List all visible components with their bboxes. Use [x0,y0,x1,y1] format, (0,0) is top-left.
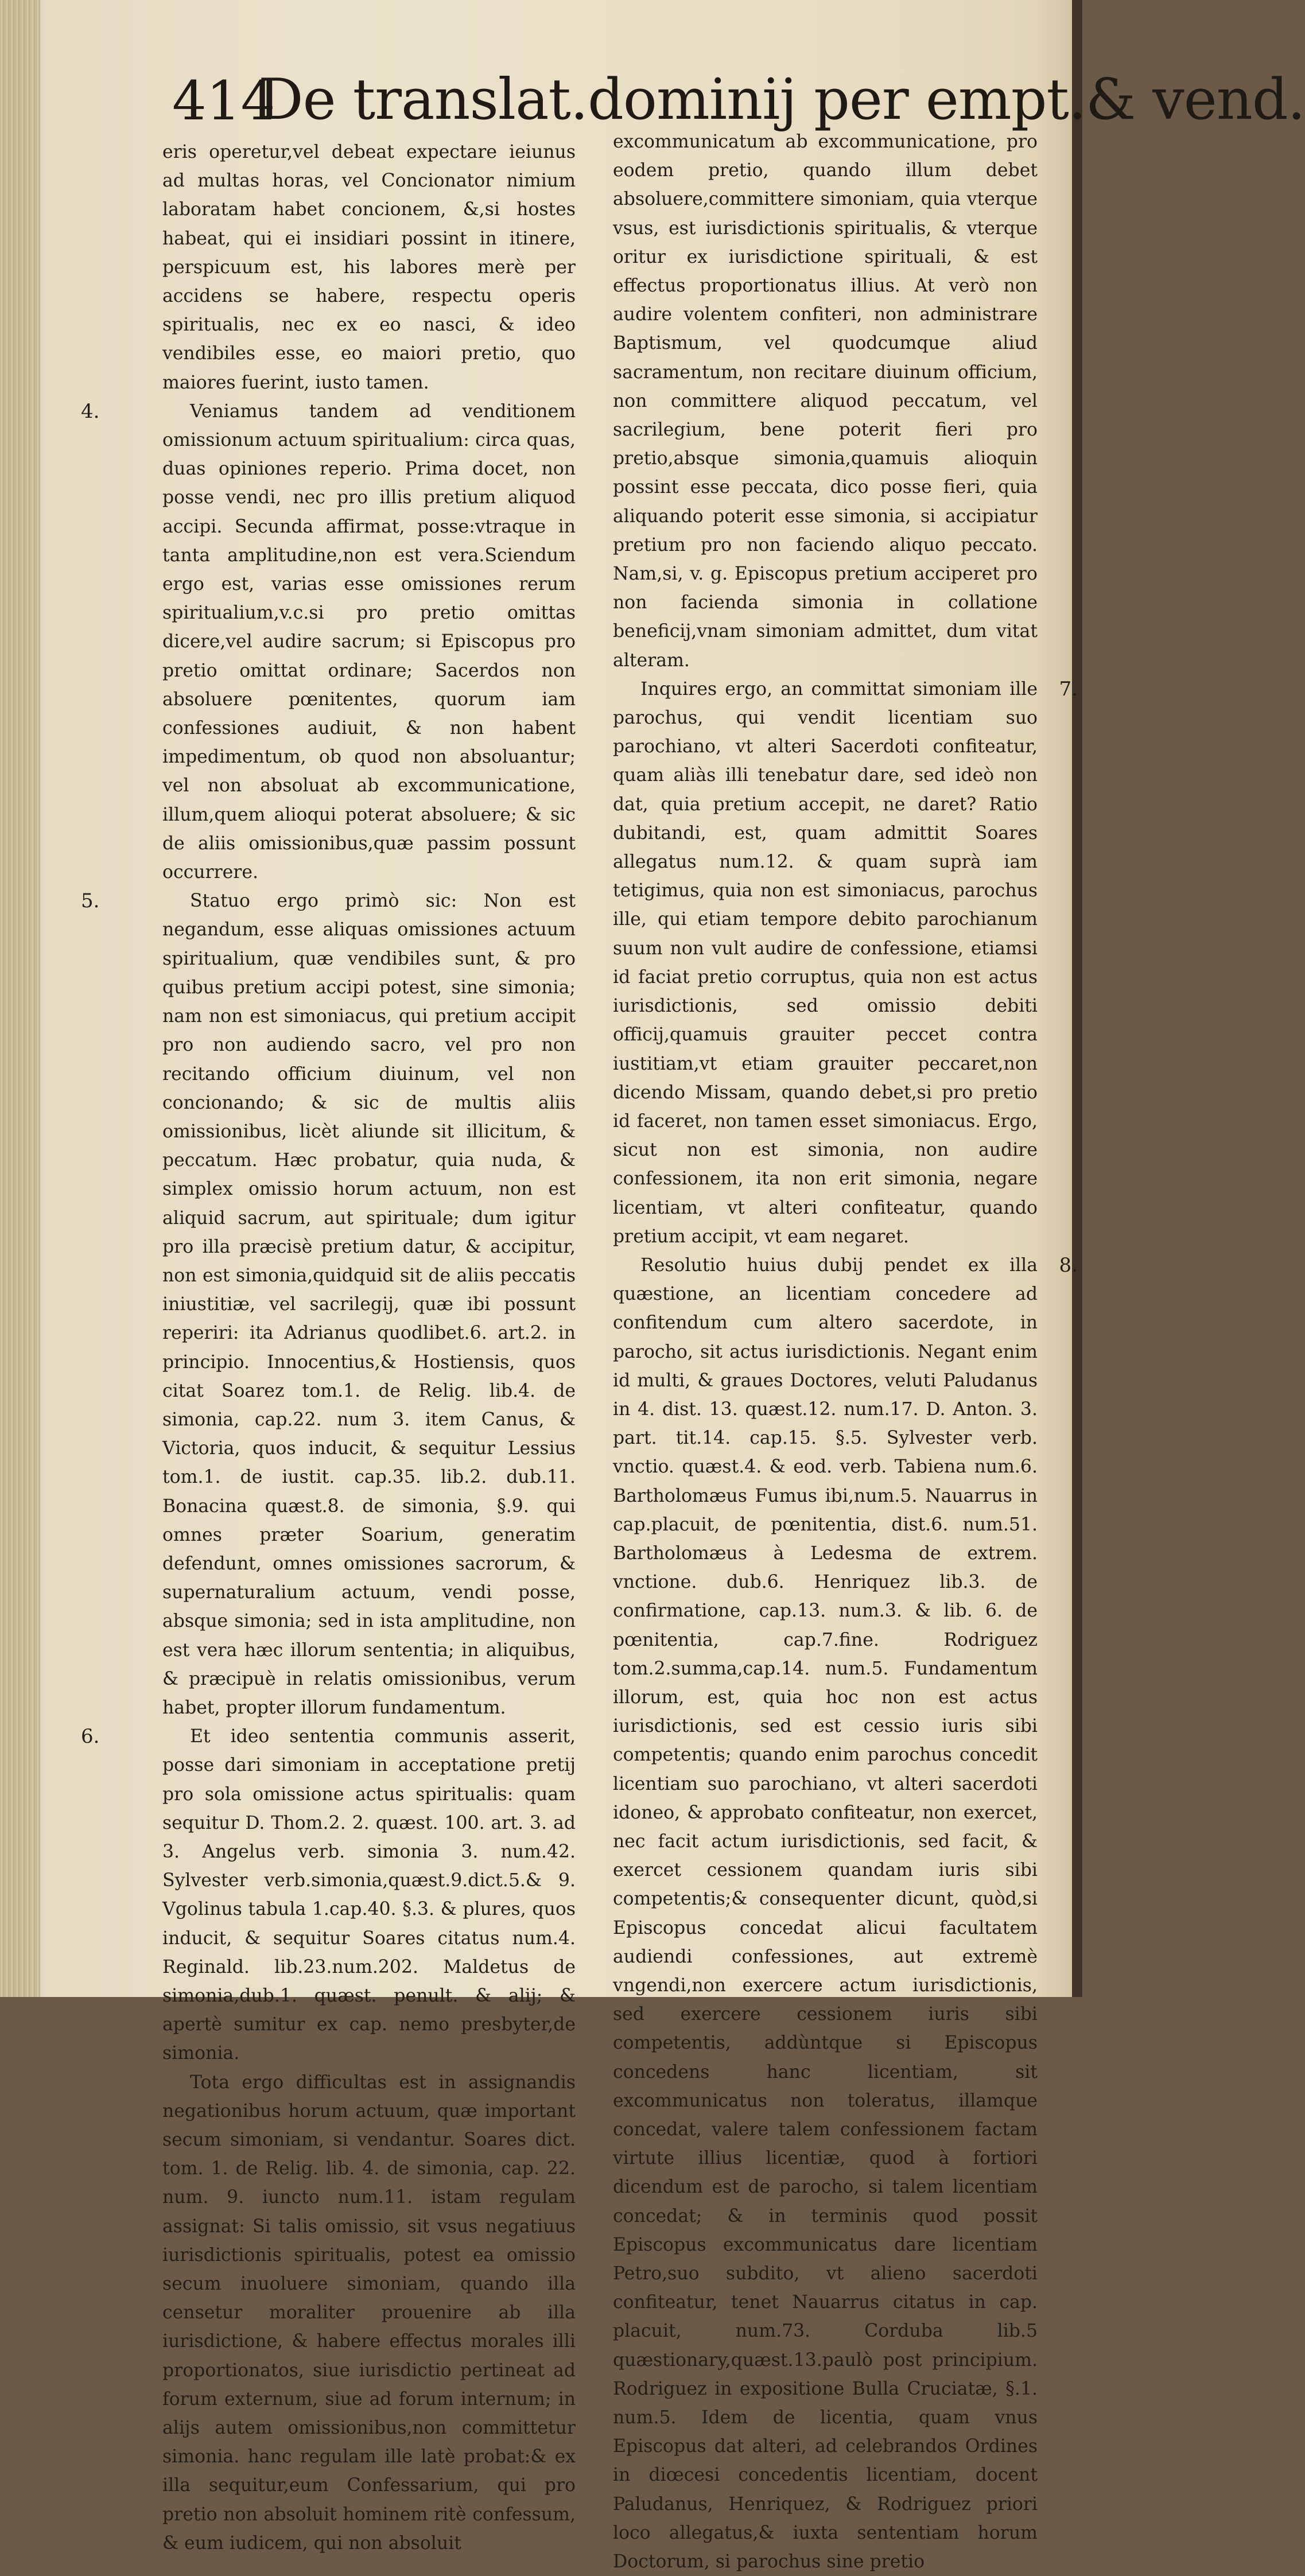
paragraph-text: excommunicatum ab excommunicatione, pro eodem pretio, quando illum debet absoluere,committere simoniam, quia vterque vsus, est iurisdictionis spiritualis, & vterque oritur ex iurisdictione spirituali, & est effectus proportionatus illius. At verò non audire volentem confiteri, non administrare Baptismum, vel quodcumque aliud sacramentum, non recitare diuinum officium, non committere aliquod peccatum, vel sacrilegium, bene poterit fieri pro pretio,absque simonia,quamuis alioquin possint esse peccata, dico posse fieri, quia aliquando poterit esse simonia, si accipiatur pretium pro non faciendo aliquo peccato. Nam,si, v. g. Episcopus pretium acciperet pro non facienda simonia in collatione beneficij,vnam simoniam admittet, dum vitat alteram. [613,131,1038,671]
running-title: De translat.dominij per empt.& vend. [258,67,1305,133]
left-column [81,138,576,2558]
paragraph [613,1251,1078,2576]
section-number: 6. [81,1725,100,1749]
section-number: 4. [81,399,100,423]
section-number: 7. [1059,677,1078,701]
page-number: 414 [172,70,275,133]
scan-border [1072,0,1082,1997]
paragraph-text: Resolutio huius dubij pendet ex illa quæstione, an licentiam concedere ad confitendum cum altero sacerdote, in parocho, sit actus iurisdictionis. Negant enim id multi, & graues Doctores, veluti Paludanus in 4. dist. 13. quæst.12. num.17. D. Anton. 3. part. tit.14. cap.15. §.5. Sylvester verb. vnctio. quæst.4. & eod. verb. Tabiena num.6. Bartholomæus Fumus ibi,num.5. Nauarrus in cap.placuit, de pœnitentia, dist.6. num.51. Bartholomæus à Ledesma de extrem. vnctione. dub.6. Henriquez lib.3. de confirmatione, cap.13. num.3. & lib. 6. de pœnitentia, cap.7.fine. Rodriguez tom.2.summa,cap.14. num.5. Fundamentum illorum, est, quia hoc non est actus iurisdictionis, sed est cessio iuris sibi competentis; quando enim parochus concedit licentiam suo parochiano, vt alteri sacerdoti idoneo, & approbato confiteatur, non exercet, nec facit actum iurisdictionis, sed facit, & exercet cessionem quandam iuris sibi competentis;& consequenter dicunt, quòd,si Episcopus concedat alicui facultatem audiendi confessiones, aut extremè vngendi,non exercere actum iurisdictionis, sed exercere cessionem iuris sibi competentis, addùntque si Episcopus concedens hanc licentiam, sit excommunicatus non toleratus, illamque concedat, valere talem confessionem factam virtute illius licentiæ, quod à fortiori dicendum est de parocho, si talem licentiam concedat; & in terminis quod possit Episcopus excommunicatus dare licentiam Petro,suo subdito, vt alieno sacerdoti confiteatur, tenet Nauarrus citatus in cap. placuit, num.73. Corduba lib.5 quæstionary,quæst.13.paulò post principium. Rodriguez in expositione Bulla Cruciatæ, §.1. num.5. Idem de licentia, quam vnus Episcopus dat alteri, ad celebrandos Ordines in diœcesi concedentis licentiam, docent Paludanus, Henriquez, & Rodriguez priori loco allegatus,& iuxta sententiam horum Doctorum, si parochus sine pretio [613,1254,1038,2573]
section-number: 5. [81,889,100,913]
paragraph [162,138,576,397]
page-edge-shadow [0,0,40,1997]
paragraph-text: Tota ergo difficultas est in assignandis negationibus horum actuum, quæ important secum simoniam, si vendantur. Soares dict. tom. 1. de Relig. lib. 4. de simonia, cap. 22. num. 9. iuncto num.11. istam regulam assignat: Si talis omissio, sit vsus negatiuus iurisdictionis spiritualis, potest ea omissio secum inuoluere simoniam, quando illa censetur moraliter prouenire ab illa iurisdictione, & habere effectus morales illi proportionatos, siue iurisdictio pertineat ad forum externum, siue ad forum internum; in alijs autem omissionibus,non committetur simonia. hanc regulam ille latè probat:& ex illa sequitur,eum Confessarium, qui pro pretio non absoluit hominem ritè confessum, & eum iudicem, qui non absoluit [162,2072,576,2554]
paragraph [613,127,1038,675]
paragraph-text: Inquires ergo, an committat simoniam ille parochus, qui vendit licentiam suo parochiano, vt alteri Sacerdoti confiteatur, quam aliàs illi tenebatur dare, sed ideò non dat, quia pretium accepit, ne daret? Ratio dubitandi, est, quam admittit Soares allegatus num.12. & quam suprà iam tetigimus, quia non est simoniacus, parochus ille, qui etiam tempore debito parochianum suum non vult audire de confessione, etiamsi id faciat pretio corruptus, quia non est actus iurisdictionis, sed omissio debiti officij,quamuis grauiter peccet contra iustitiam,vt etiam grauiter peccaret,non dicendo Missam, quando debet,si pro pretio id faceret, non tamen esset simoniacus. Ergo, sicut non est simonia, non audire confessionem, ita non erit simonia, negare licentiam, vt alteri confiteatur, quando pretium accipit, vt eam negaret. [613,678,1038,1247]
paragraph-text: Et ideo sententia communis asserit, posse dari simoniam in acceptatione pretij pro sola omissione actus spiritualis: quam sequitur D. Thom.2. 2. quæst. 100. art. 3. ad 3. Angelus verb. simonia 3. num.42. Sylvester verb.simonia,quæst.9.dict.5.& 9. Vgolinus tabula 1.cap.40. §.3. & plures, quos inducit, & sequitur Soares citatus num.4. Reginald. lib.23.num.202. Maldetus de simonia,dub.1. quæst. penult. & alij; & apertè sumitur ex cap. nemo presbyter,de simonia. [162,1726,576,2064]
paragraph-text: Statuo ergo primò sic: Non est negandum, esse aliquas omissiones actuum spiritualium, quæ vendibiles sunt, & pro quibus pretium accipi potest, sine simonia; nam non est simoniacus, qui pretium accipit pro non audiendo sacro, vel pro non recitando officium diuinum, vel non concionando; & sic de multis aliis omissionibus, licèt aliunde sit illicitum, & peccatum. Hæc probatur, quia nuda, & simplex omissio horum actuum, non est aliquid sacrum, aut spirituale; dum igitur pro illa præcisè pretium datur, & accipitur, non est simonia,quidquid sit de aliis peccatis iniustitiæ, vel sacrilegij, quæ ibi possunt reperiri: ita Adrianus quodlibet.6. art.2. in principio. Innocentius,& Hostiensis, quos citat Soarez tom.1. de Relig. lib.4. de simonia, cap.22. num 3. item Canus, & Victoria, quos inducit, & sequitur Lessius tom.1. de iustit. cap.35. lib.2. dub.11. Bonacina quæst.8. de simonia, §.9. qui omnes præter Soarium, generatim defendunt, omnes omissiones sacrorum, & supernaturalium actuum, vendi posse, absque simonia; sed in ista amplitudine, non est vera hæc illorum sententia; in aliquibus, & præcipuè in relatis omissionibus, verum habet, propter illorum fundamentum. [162,891,576,1718]
paragraph-text: eris operetur,vel debeat expectare ieiunus ad multas horas, vel Concionator nimium laboratam habet concionem, &,si hostes habeat, qui ei insidiari possint in itinere, perspicuum est, his labores merè per accidens se habere, respectu operis spiritualis, nec ex eo nasci, & ideo vendibiles esse, eo maiori pretio, quo maiores fuerint, iusto tamen. [162,142,576,393]
paragraph [613,675,1078,1251]
page-header [172,57,1305,138]
paragraph [81,887,576,1722]
right-column [613,127,1078,2576]
paragraph-text: Veniamus tandem ad venditionem omissionum actuum spiritualium: circa quas, duas opiniones reperio. Prima docet, non posse vendi, nec pro illis pretium aliquod accipi. Secunda affirmat, posse:vtraque in tanta amplitudine,non est vera.Sciendum ergo est, varias esse omissiones rerum spiritualium,v.c.si pro pretio omittas dicere,vel audire sacrum; si Episcopus pro pretio omittat ordinare; Sacerdos non absoluere pœnitentes, quorum iam confessiones audiuit, & non habent impedimentum, ob quod non absoluantur; vel non absoluat ab excommunicatione, illum,quem alioqui poterat absoluere; & sic de aliis omissionibus,quæ passim possunt occurrere. [162,401,576,883]
section-number: 8. [1059,1253,1078,1277]
paragraph [81,397,576,887]
paragraph [162,2068,576,2558]
paragraph [81,1722,576,2068]
